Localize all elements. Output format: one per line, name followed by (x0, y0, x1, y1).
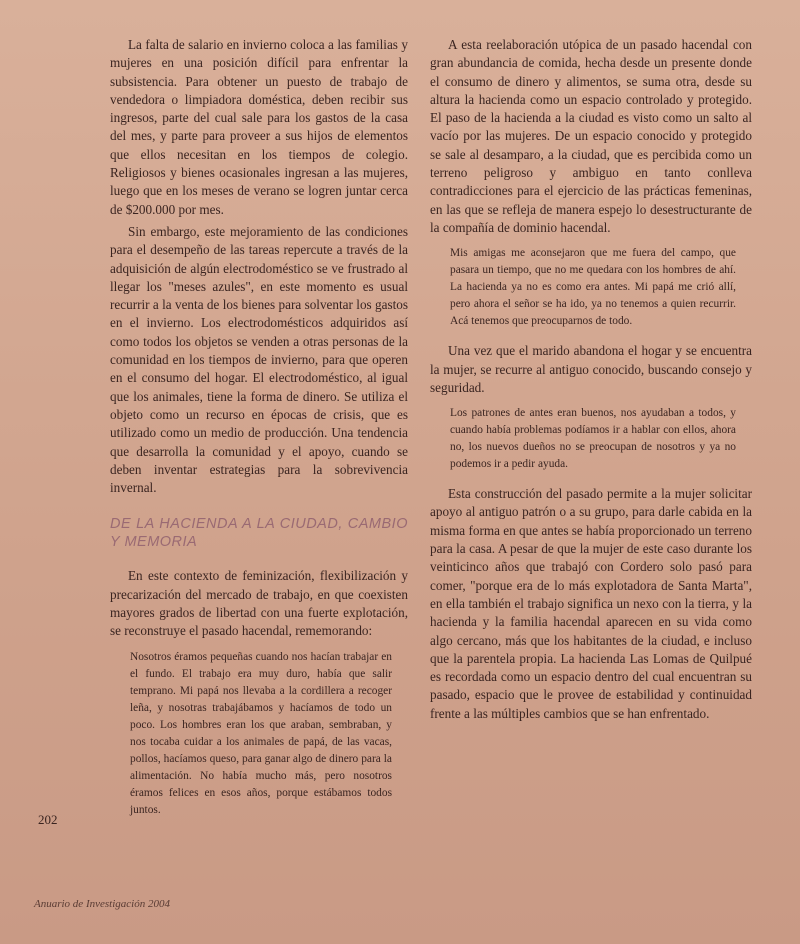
section-heading: DE LA HACIENDA A LA CIUDAD, CAMBIO Y MEMORIA (110, 516, 408, 551)
paragraph: En este contexto de feminización, flexibilización y precarización del mercado de trabajo, en que coexisten mayores grados de libertad con una fuerte explotación, se reconstruye el pasado hacendal, rememorando: (110, 568, 408, 639)
paragraph: La falta de salario en invierno coloca a las familias y mujeres en una posición difícil para enfrentar la subsistencia. Para obtener un puesto de trabajo de vendedora o limpiadora doméstica, deben recibir sus ingresos, parte del cual sale para los gastos de la casa del mes, y parte para proveer a sus hijos de elementos que ellos necesitan en los tiempos de colegio. Religiosos y bienes ocasionales ingresan a las mujeres, luego que en los meses de verano se logren juntar cerca de $200.000 por mes. (110, 37, 408, 217)
right-column (430, 36, 752, 727)
paragraph: Sin embargo, este mejoramiento de las condiciones para el desempeño de las tareas repercute a través de la adquisición de algún electrodoméstico se ve frustrado al llegar los "meses azules", en este momento es usual recurrir a la venta de los bienes para solventar los gastos en el invierno. Los electrodomésticos adquiridos así como todos los objetos se venden a otras personas de la comunidad en los tiempos de invierno, para que operen en el consumo del hogar. El electrodoméstico, al igual que los animales, tiene la forma de dinero. Se utiliza el objeto como un recurso en épocas de crisis, que es utilizado como un medio de producción. Una tendencia que desarrolla la comunidad y el apoyo, cuando se deben inventar estrategias para la sobrevivencia invernal. (110, 223, 408, 496)
paragraph: Una vez que el marido abandona el hogar y se encuentra la mujer, se recurre al antiguo conocido, buscando consejo y seguridad. (430, 343, 752, 395)
running-footer: Anuario de Investigación 2004 (34, 898, 170, 910)
paragraph: A esta reelaboración utópica de un pasado hacendal con gran abundancia de comida, hecha desde un presente donde el consumo de dinero y alimentos, se suma otra, desde su altura la hacienda como un espacio controlado y protegido. El paso de la hacienda a la ciudad es visto como un salto al vacío por las mujeres. De un espacio conocido y protegido se sale al desamparo, a la ciudad, que es percibida como un terreno peligroso y ambiguo en tanto conlleva contradicciones para el ejercicio de las prácticas femeninas, en las que se refleja de manera espejo lo desestructurante de la compañía de dominio hacendal. (430, 37, 752, 235)
paragraph: Esta construcción del pasado permite a la mujer solicitar apoyo al antiguo patrón o a su grupo, para darle cabida en la misma forma en que antes se había proporcionado un terreno para la casa. A pesar de que la mujer de este caso durante los veinticinco años que trabajó con Cordero solo pasó para comer, "porque era de lo más explotadora de Santa Marta", en ella también el trabajo significa un nexo con la tierra, y la hacienda y la familia hacendal aparecen en su vida como algo cercano, más que los habitantes de la ciudad, e incluso que la parentela propia. La hacienda Las Lomas de Quilpué es recordada como un espacio dentro del cual encuentran su pasado, espacio que le provee de estabilidad y continuidad frente a las múltiples cambios que se han enfrentado. (430, 486, 752, 721)
block-quote: Los patrones de antes eran buenos, nos ayudaban a todos, y cuando había problemas podíamos ir a hablar con ellos, ahora no, los nuevos dueños no se preocupan de nosotros y ya no podemos ir a pedir ayuda. (450, 407, 736, 471)
block-quote: Mis amigas me aconsejaron que me fuera del campo, que pasara un tiempo, que no me quedara con los hombres de ahí. La hacienda ya no es como era antes. Mi papá me crió allí, pero ahora el señor se ha ido, ya no tenemos a quien recurrir. Acá tenemos que preocuparnos de todo. (450, 247, 736, 328)
page-number: 202 (38, 812, 58, 827)
block-quote: Nosotros éramos pequeñas cuando nos hacían trabajar en el fundo. El trabajo era muy duro, había que salir temprano. Mi papá nos llevaba a la cordillera a recoger leña, y nosotras trabajábamos y hacíamos de todo un poco. Los hombres eran los que araban, sembraban, y nos tocaba cuidar a los animales de papá, de las vacas, pollos, hacíamos queso, para ganar algo de dinero para la alimentación. No había mucho más, pero nosotros éramos felices en esos años, porque estábamos todos juntos. (130, 650, 392, 816)
left-column (110, 36, 408, 831)
